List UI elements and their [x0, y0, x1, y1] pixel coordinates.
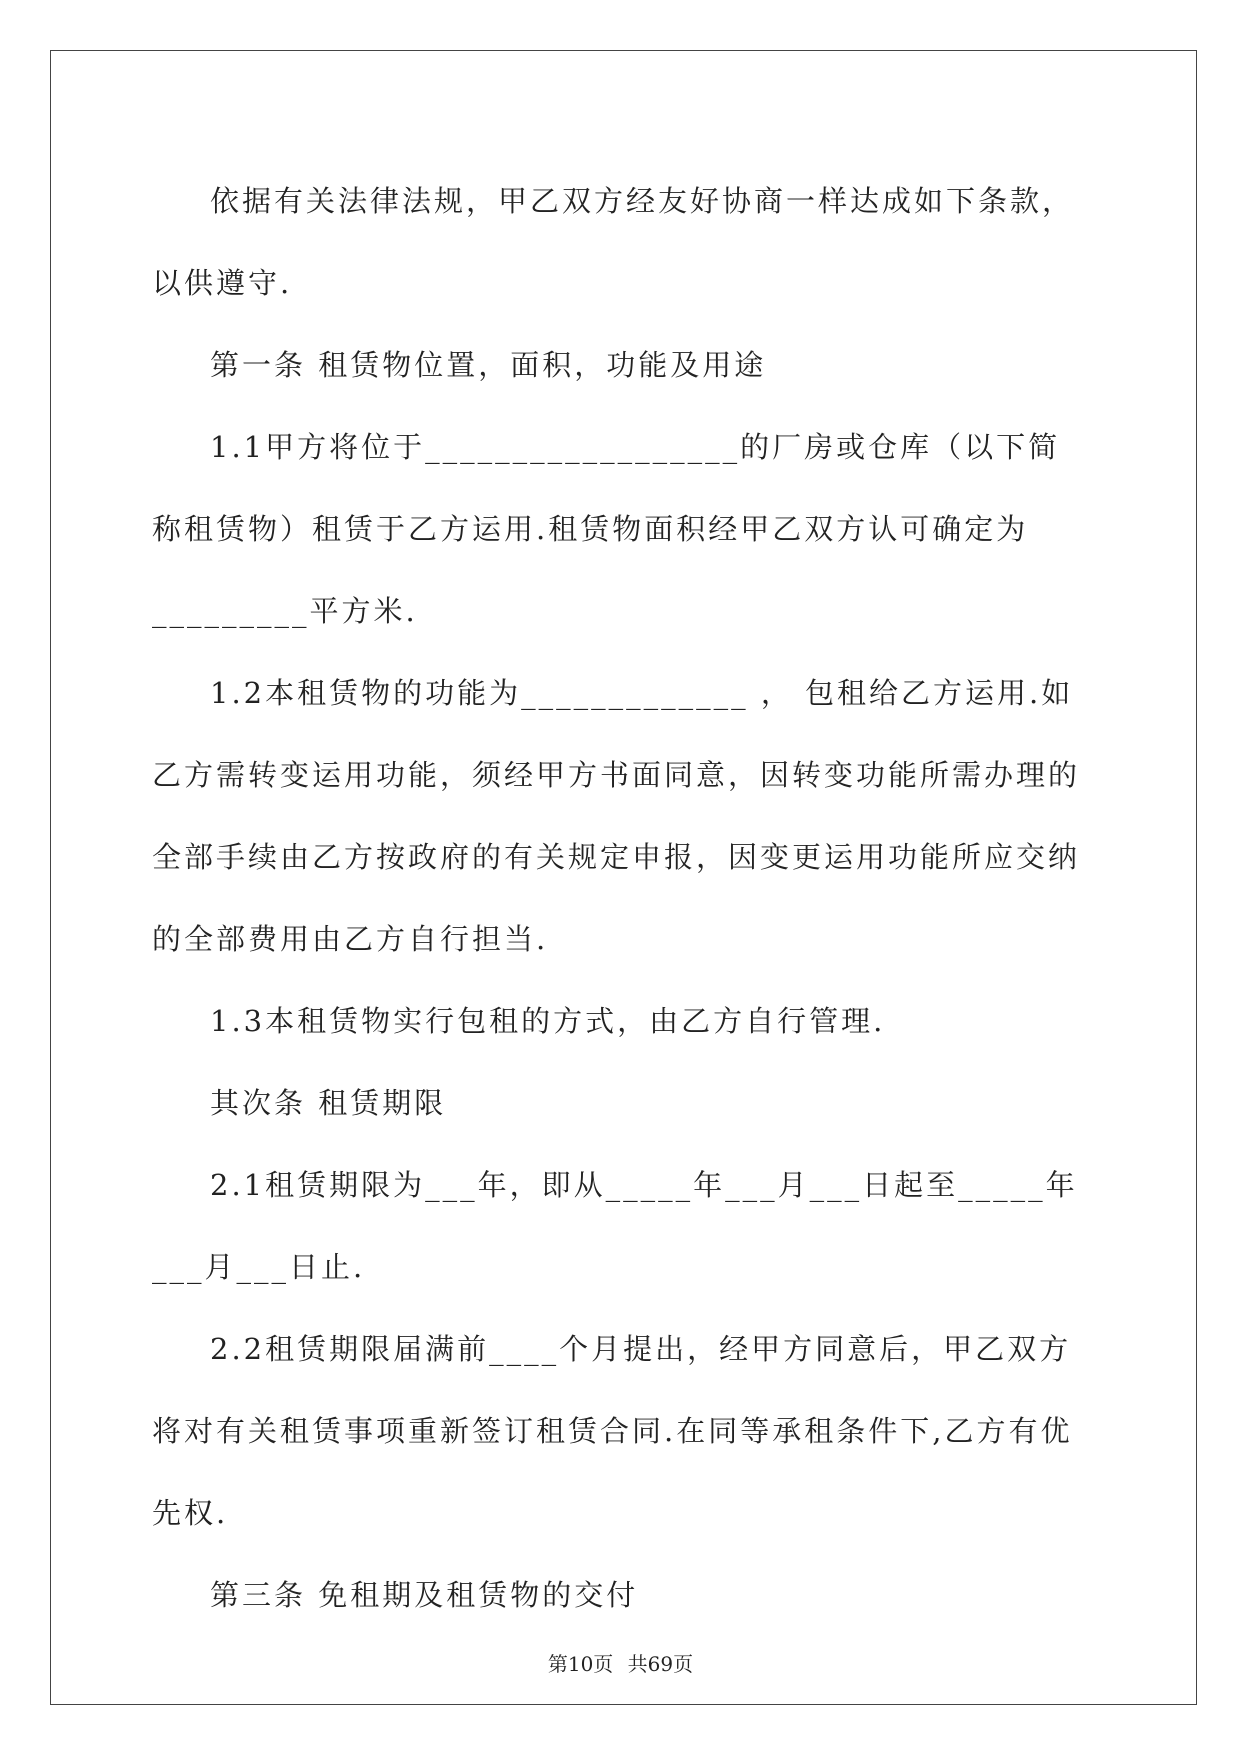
paragraph-intro: 依据有关法律法规，甲乙双方经友好协商一样达成如下条款，以供遵守.: [152, 184, 1075, 300]
clause-1-1: 1.1甲方将位于__________________的厂房或仓库（以下简称租赁物）租赁于乙方运用.租赁物面积经甲乙双方认可确定为_________平方米.: [152, 430, 1061, 628]
page-number: 第10页: [547, 1652, 614, 1676]
article-3-heading: 第三条 免租期及租赁物的交付: [210, 1578, 639, 1612]
clause-1-3: 1.3本租赁物实行包租的方式，由乙方自行管理.: [210, 1004, 886, 1038]
page-footer: [0, 1648, 1241, 1677]
clause-2-2: 2.2租赁期限届满前____个月提出，经甲方同意后，甲乙双方将对有关租赁事项重新签订租赁合同.在同等承租条件下,乙方有优先权.: [152, 1332, 1073, 1530]
document-body: [152, 160, 1092, 1636]
page-total: 共69页: [627, 1652, 694, 1676]
clause-1-2: 1.2本租赁物的功能为_____________ ， 包租给乙方运用.如乙方需转变运用功能，须经甲方书面同意，因转变功能所需办理的全部手续由乙方按政府的有关规定申报，因变更运用功能所应交纳的全部费用由乙方自行担当.: [152, 676, 1081, 956]
article-1-heading: 第一条 租赁物位置，面积，功能及用途: [210, 348, 767, 382]
clause-2-1: 2.1租赁期限为___年，即从_____年___月___日起至_____年___月___日止.: [152, 1168, 1078, 1284]
article-2-heading: 其次条 租赁期限: [210, 1086, 447, 1120]
